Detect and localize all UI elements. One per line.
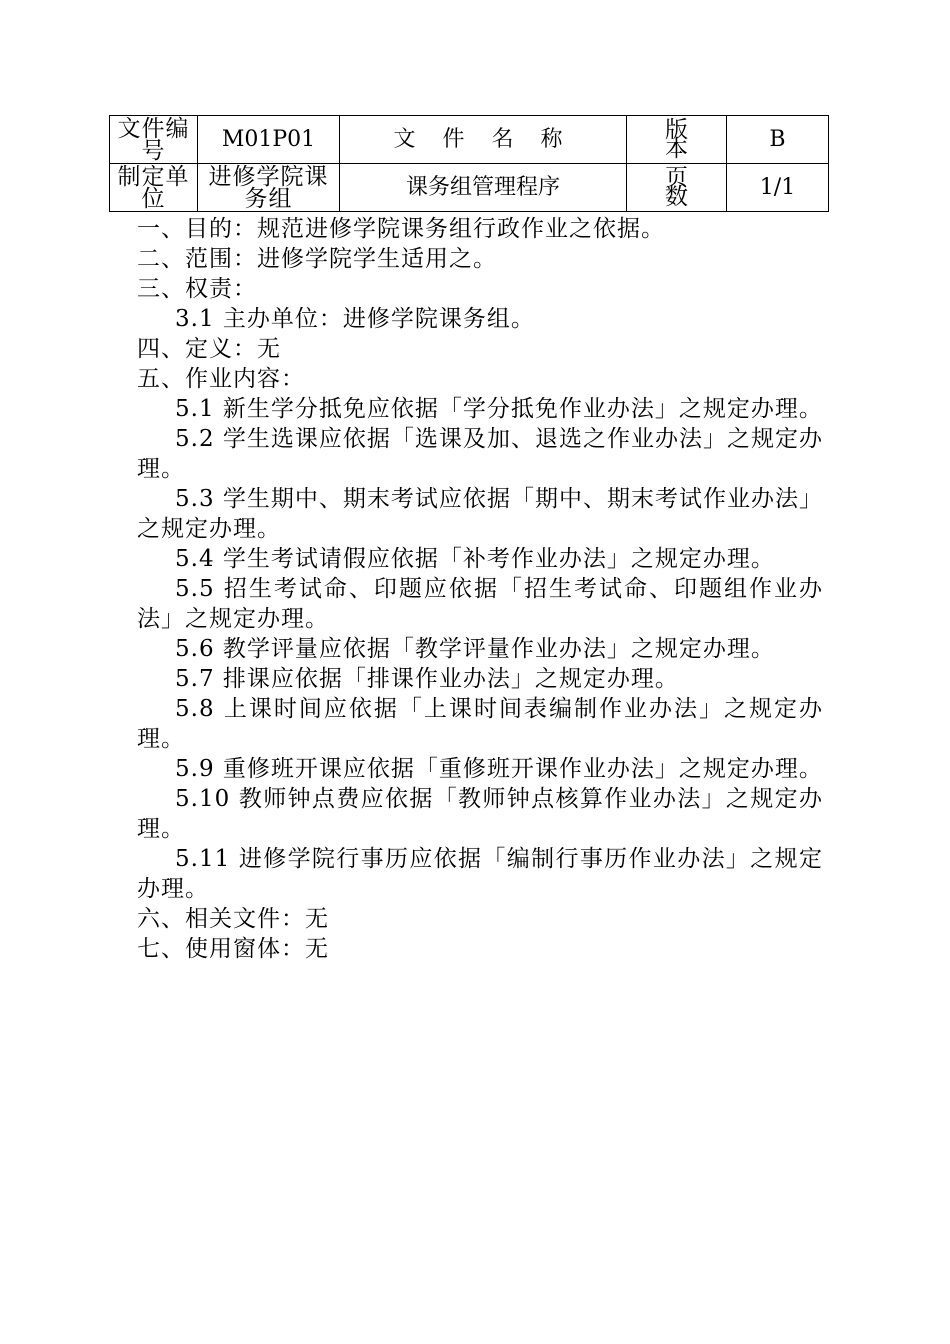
content-item-5-11: 5.11 进修学院行事历应依据「编制行事历作业办法」之规定办理。 bbox=[137, 846, 823, 902]
content-item-5-5: 5.5 招生考试命、印题应依据「招生考试命、印题组作业办法」之规定办理。 bbox=[137, 576, 823, 632]
authority-item-3-1: 3.1 主办单位：进修学院课务组。 bbox=[175, 306, 535, 332]
section-purpose: 一、目的：规范进修学院课务组行政作业之依据。 bbox=[137, 216, 665, 242]
content-item-5-2: 5.2 学生选课应依据「选课及加、退选之作业办法」之规定办理。 bbox=[137, 426, 823, 482]
header-row-1 bbox=[110, 116, 829, 164]
section-related-docs: 六、相关文件：无 bbox=[137, 906, 329, 932]
content-item-5-4: 5.4 学生考试请假应依据「补考作业办法」之规定办理。 bbox=[175, 546, 775, 572]
doc-name-label: 文 件 名 称 bbox=[340, 116, 627, 164]
content-item-5-7: 5.7 排课应依据「排课作业办法」之规定办理。 bbox=[175, 666, 679, 692]
doc-number-label: 文件编号 bbox=[117, 115, 190, 164]
pages-label-cell bbox=[627, 164, 727, 212]
unit-label: 制定单位 bbox=[117, 163, 190, 212]
version-label: 版本 bbox=[665, 116, 688, 162]
unit-label-cell bbox=[110, 164, 198, 212]
content-item-5-9: 5.9 重修班开课应依据「重修班开课作业办法」之规定办理。 bbox=[175, 756, 823, 782]
document-body bbox=[137, 214, 823, 964]
section-authority: 三、权责： bbox=[137, 276, 257, 302]
pages-value: 1/1 bbox=[727, 164, 829, 212]
section-content: 五、作业内容： bbox=[137, 366, 305, 392]
content-item-5-6: 5.6 教学评量应依据「教学评量作业办法」之规定办理。 bbox=[175, 636, 775, 662]
content-item-5-8: 5.8 上课时间应依据「上课时间表编制作业办法」之规定办理。 bbox=[137, 696, 823, 752]
content-item-5-1: 5.1 新生学分抵免应依据「学分抵免作业办法」之规定办理。 bbox=[175, 396, 823, 422]
version-value: B bbox=[727, 116, 829, 164]
header-row-2 bbox=[110, 164, 829, 212]
content-item-5-3: 5.3 学生期中、期末考试应依据「期中、期末考试作业办法」之规定办理。 bbox=[137, 486, 823, 542]
pages-label: 页数 bbox=[665, 164, 688, 210]
section-definition: 四、定义：无 bbox=[137, 336, 281, 362]
unit-value: 进修学院课务组 bbox=[208, 163, 329, 212]
section-forms: 七、使用窗体：无 bbox=[137, 936, 329, 962]
doc-number-label-cell bbox=[110, 116, 198, 164]
document-header-table bbox=[109, 115, 829, 212]
doc-name-value: 课务组管理程序 bbox=[340, 164, 627, 212]
version-label-cell bbox=[627, 116, 727, 164]
content-item-5-10: 5.10 教师钟点费应依据「教师钟点核算作业办法」之规定办理。 bbox=[137, 786, 823, 842]
doc-number-value: M01P01 bbox=[198, 116, 340, 164]
unit-value-cell bbox=[198, 164, 340, 212]
section-scope: 二、范围：进修学院学生适用之。 bbox=[137, 246, 497, 272]
